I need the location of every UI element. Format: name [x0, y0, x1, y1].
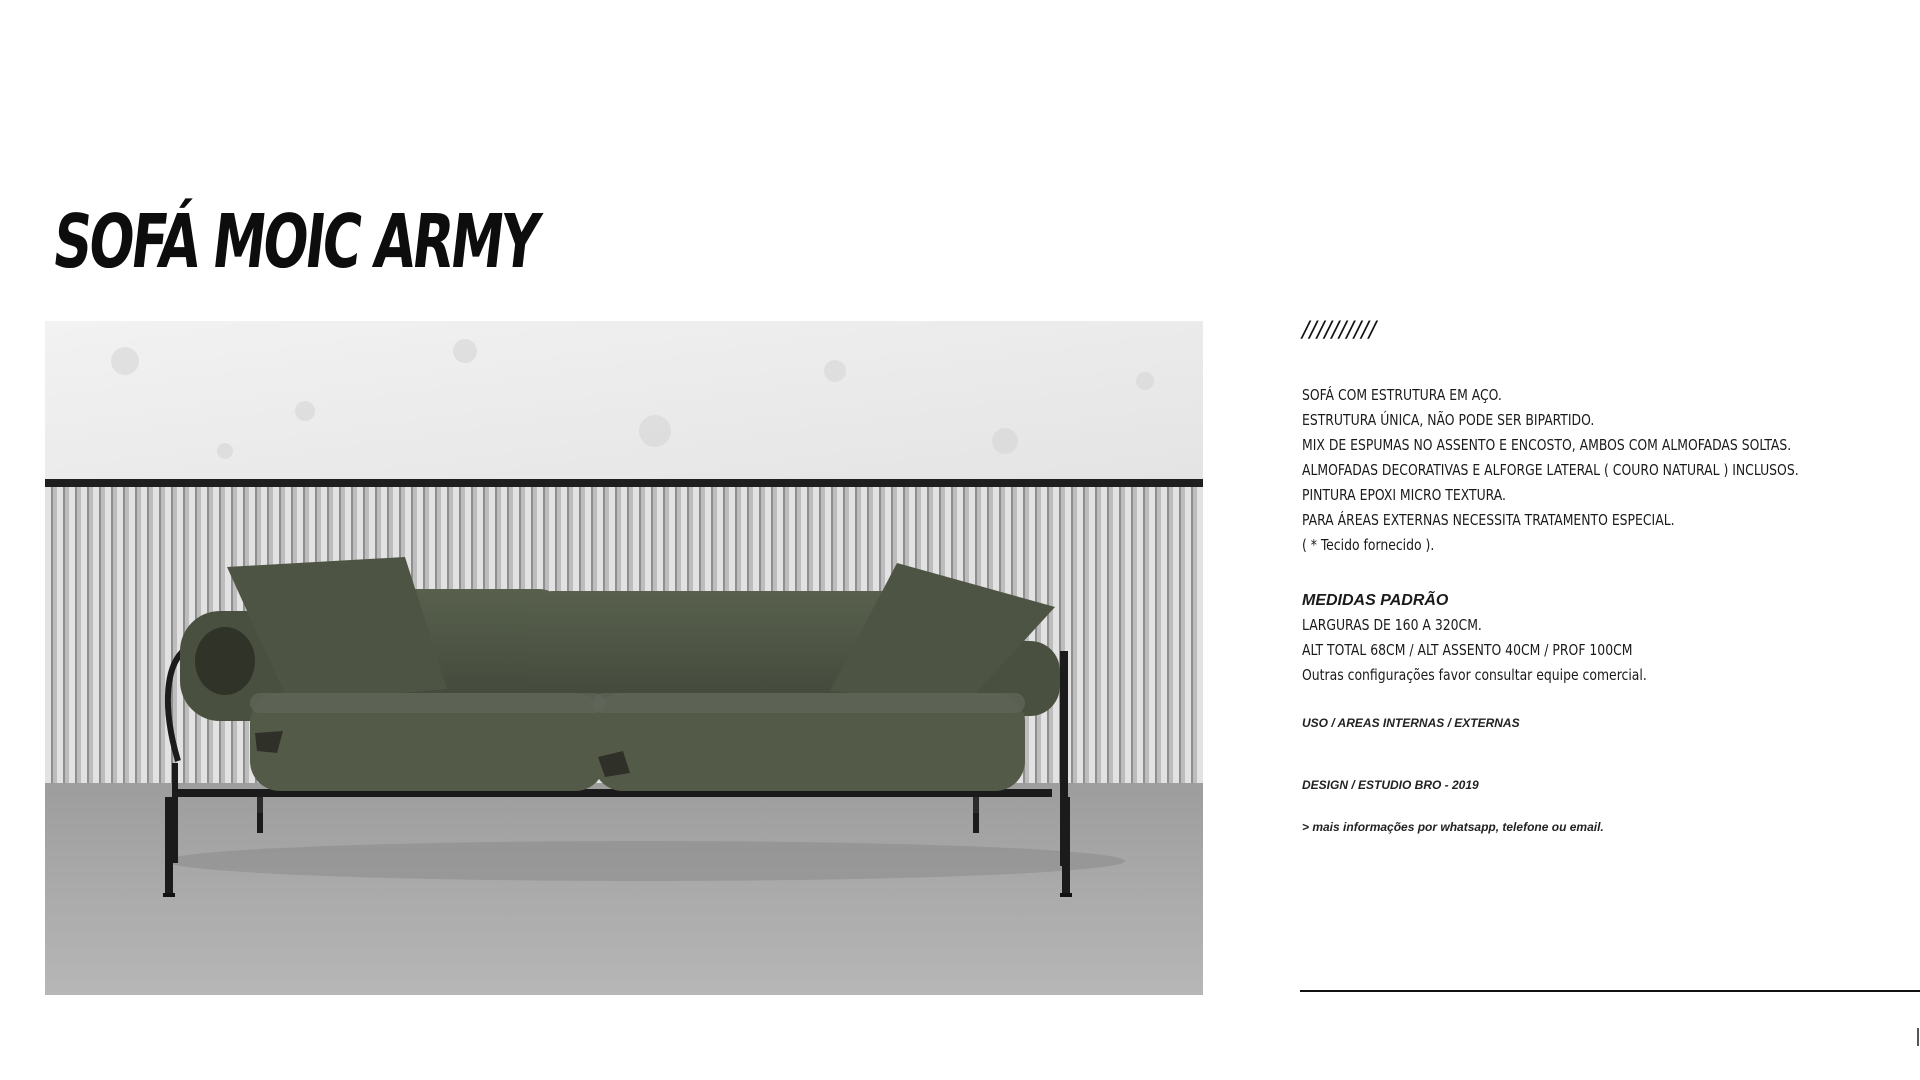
product-title: SOFÁ MOIC ARMY — [48, 199, 542, 285]
measure-line: Outras configurações favor consultar equipe comercial. — [1302, 666, 1647, 684]
description-line: PARA ÁREAS EXTERNAS NECESSITA TRATAMENTO ESPECIAL. — [1302, 511, 1675, 529]
measure-line: ALT TOTAL 68CM / ALT ASSENTO 40CM / PROF 100CM — [1302, 641, 1633, 659]
description-line: ESTRUTURA ÚNICA, NÃO PODE SER BIPARTIDO. — [1302, 411, 1595, 429]
slash-divider: ////////// — [1302, 318, 1377, 343]
description-block — [1302, 383, 1902, 558]
product-specs — [1302, 318, 1902, 834]
product-photo — [45, 321, 1203, 995]
description-line: MIX DE ESPUMAS NO ASSENTO E ENCOSTO, AMBOS COM ALMOFADAS SOLTAS. — [1302, 436, 1792, 454]
corner-tick — [1917, 1028, 1919, 1046]
contact-info: > mais informações por whatsapp, telefone ou email. — [1302, 820, 1604, 834]
usage-text: USO / AREAS INTERNAS / EXTERNAS — [1302, 716, 1520, 730]
measures-title: MEDIDAS PADRÃO — [1302, 592, 1449, 609]
measures-block — [1302, 588, 1902, 688]
description-line: ALMOFADAS DECORATIVAS E ALFORGE LATERAL ( COURO NATURAL ) INCLUSOS. — [1302, 461, 1799, 479]
description-line: PINTURA EPOXI MICRO TEXTURA. — [1302, 486, 1506, 504]
bottom-rule — [1300, 990, 1920, 992]
design-credit: DESIGN / ESTUDIO BRO - 2019 — [1302, 778, 1479, 792]
measure-line: LARGURAS DE 160 A 320CM. — [1302, 616, 1482, 634]
description-line: SOFÁ COM ESTRUTURA EM AÇO. — [1302, 386, 1502, 404]
description-line: ( * Tecido fornecido ). — [1302, 536, 1435, 554]
